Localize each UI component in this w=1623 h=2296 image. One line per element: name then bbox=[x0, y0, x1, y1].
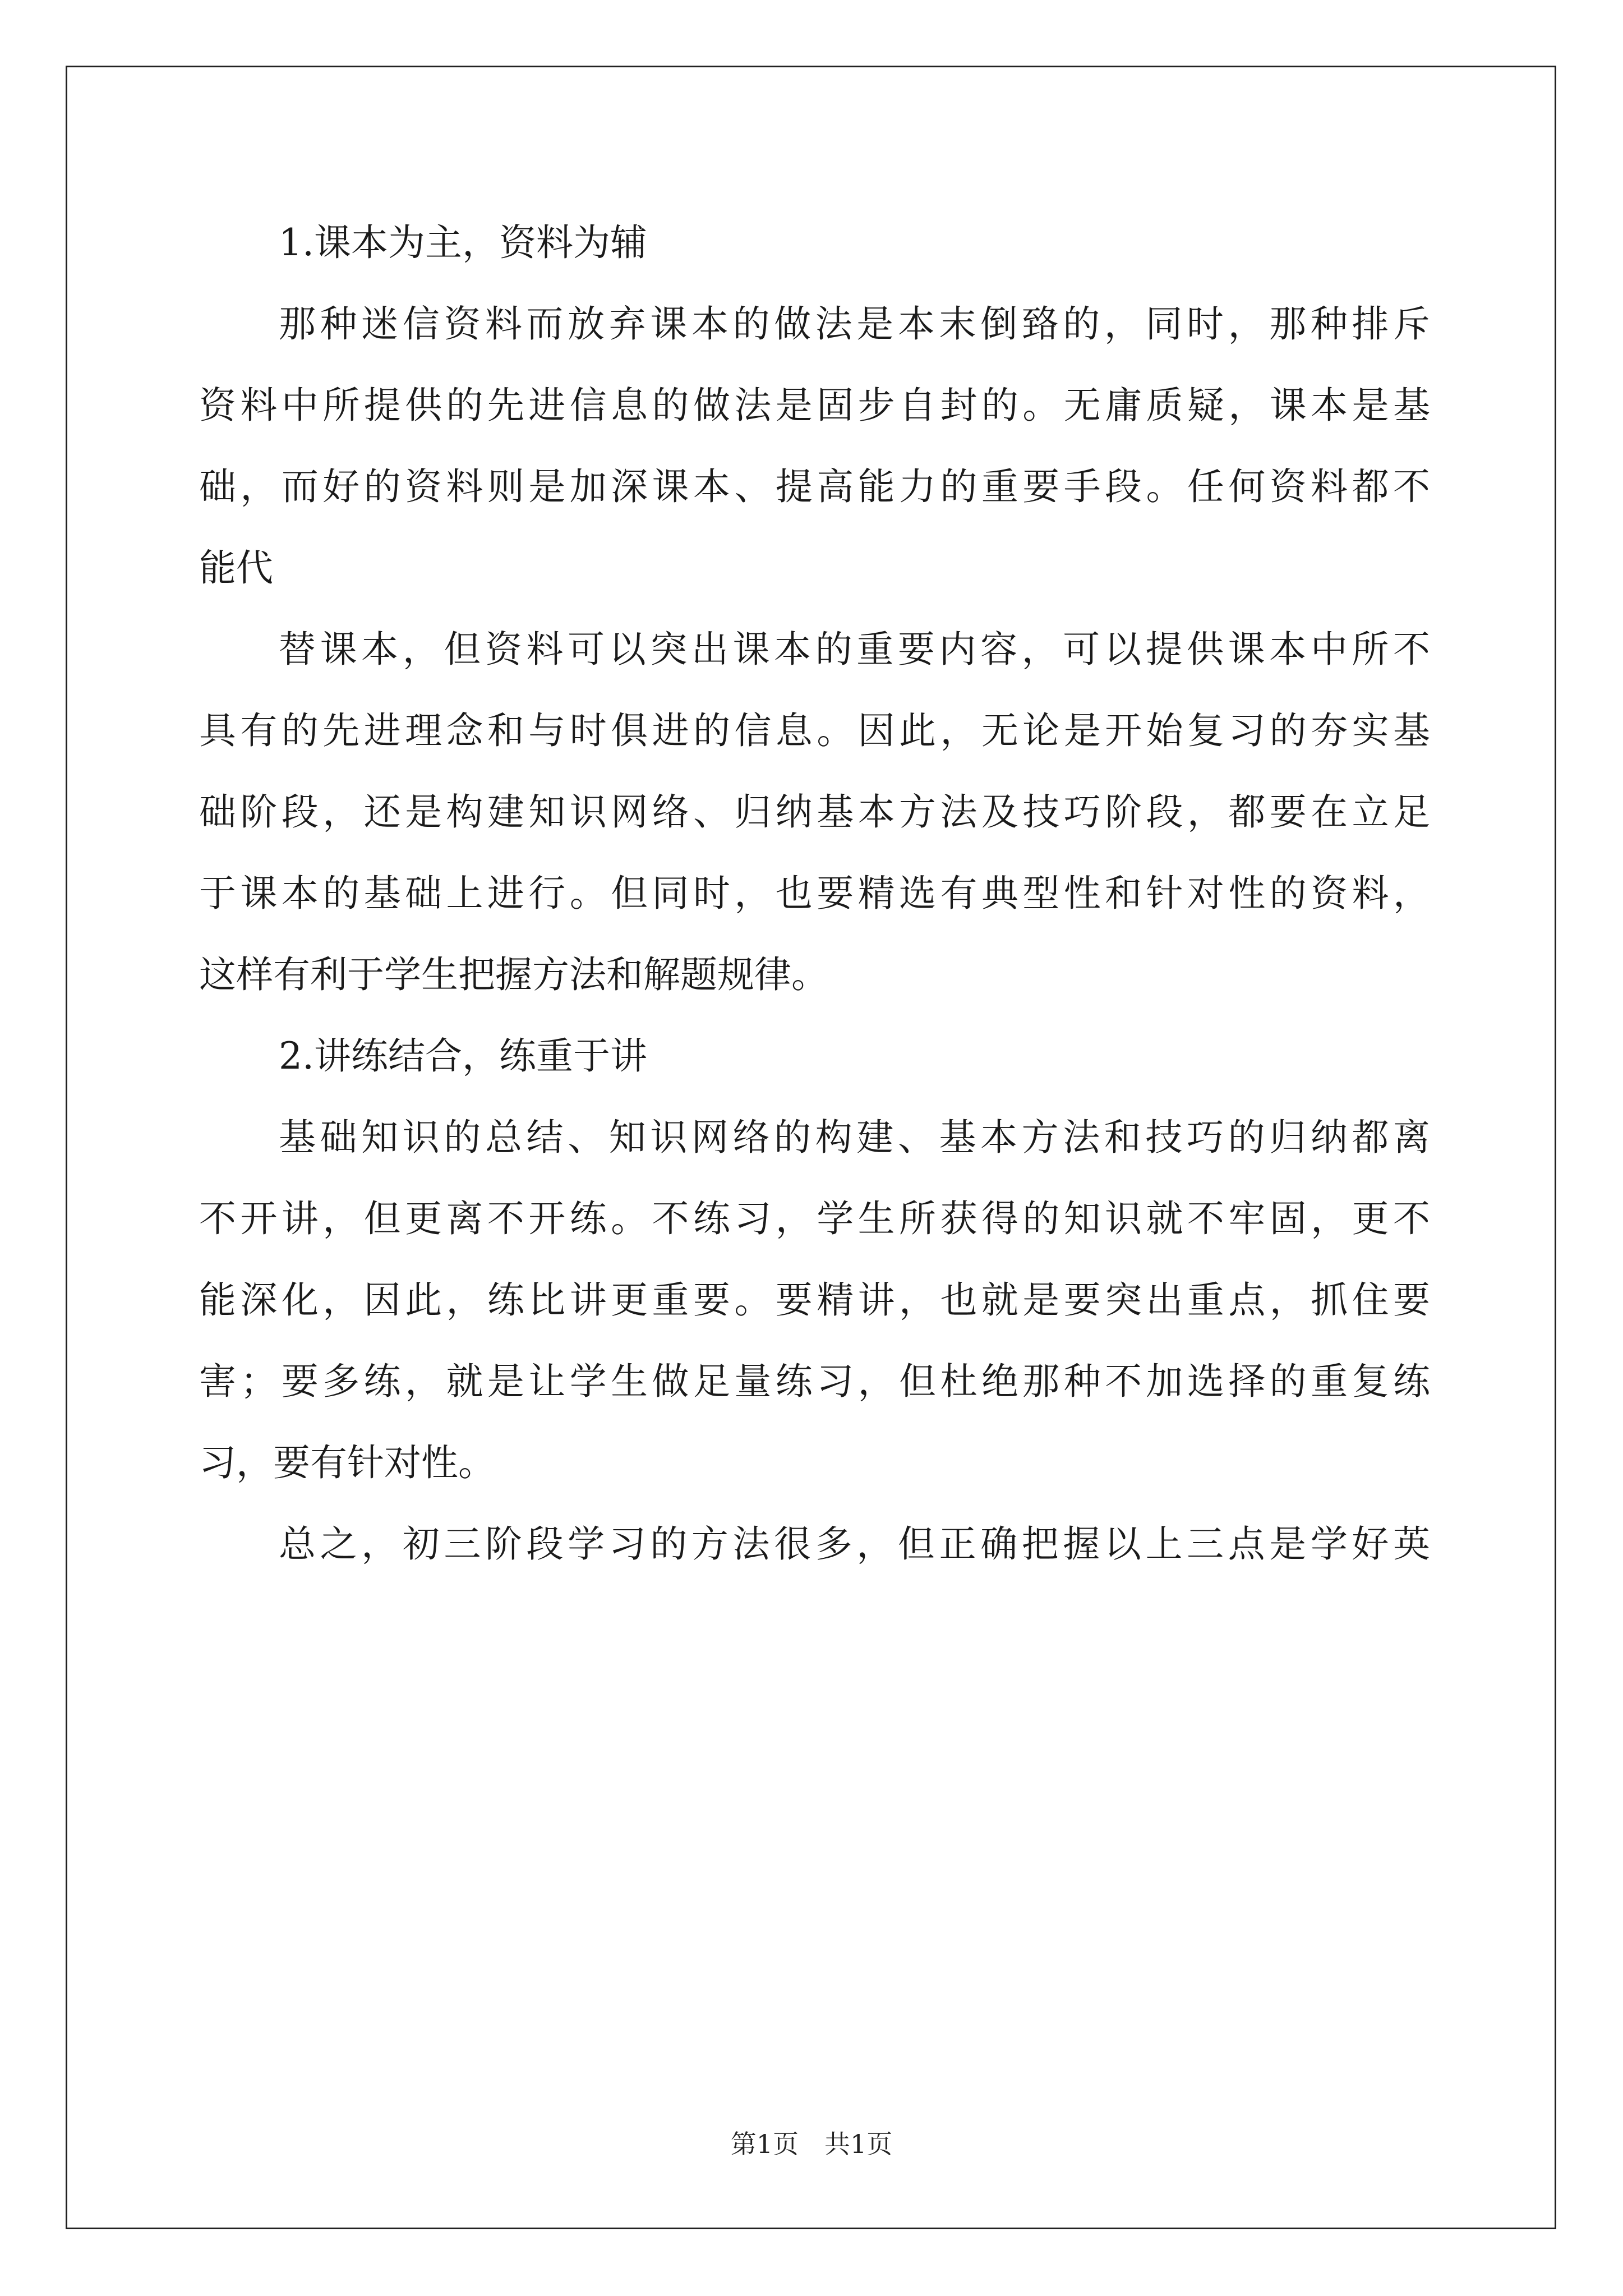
heading-1: 1.课本为主，资料为辅 bbox=[279, 221, 647, 264]
text-line: 总之，初三阶段学习的方法很多，但正确把握以上三点是学好英 bbox=[279, 1522, 1430, 1566]
text-line: 能深化，因此，练比讲更重要。要精讲，也就是要突出重点，抓住要 bbox=[199, 1278, 1430, 1322]
text-line: 于课本的基础上进行。但同时，也要精选有典型性和针对性的资料， bbox=[199, 872, 1430, 915]
text-line: 础阶段，还是构建知识网络、归纳基本方法及技巧阶段，都要在立足 bbox=[199, 790, 1430, 834]
text-line: 能代 bbox=[199, 546, 273, 590]
text-line: 那种迷信资料而放弃课本的做法是本末倒臵的，同时，那种排斥 bbox=[279, 302, 1430, 346]
text-line: 不开讲，但更离不开练。不练习，学生所获得的知识就不牢固，更不 bbox=[199, 1197, 1430, 1240]
text-line: 基础知识的总结、知识网络的构建、基本方法和技巧的归纳都离 bbox=[279, 1116, 1430, 1159]
text-line: 替课本，但资料可以突出课本的重要内容，可以提供课本中所不 bbox=[279, 628, 1430, 671]
heading-2: 2.讲练结合，练重于讲 bbox=[279, 1034, 647, 1078]
page-footer: 第1页 共1页 bbox=[730, 2129, 893, 2159]
text-line: 具有的先进理念和与时俱进的信息。因此，无论是开始复习的夯实基 bbox=[199, 709, 1430, 752]
text-line: 这样有利于学生把握方法和解题规律。 bbox=[199, 953, 828, 996]
text-line: 资料中所提供的先进信息的做法是固步自封的。无庸质疑，课本是基 bbox=[199, 384, 1430, 427]
text-line: 习，要有针对性。 bbox=[199, 1441, 495, 1484]
text-line: 害；要多练，就是让学生做足量练习，但杜绝那种不加选择的重复练 bbox=[199, 1360, 1430, 1403]
text-line: 础，而好的资料则是加深课本、提高能力的重要手段。任何资料都不 bbox=[199, 465, 1430, 508]
